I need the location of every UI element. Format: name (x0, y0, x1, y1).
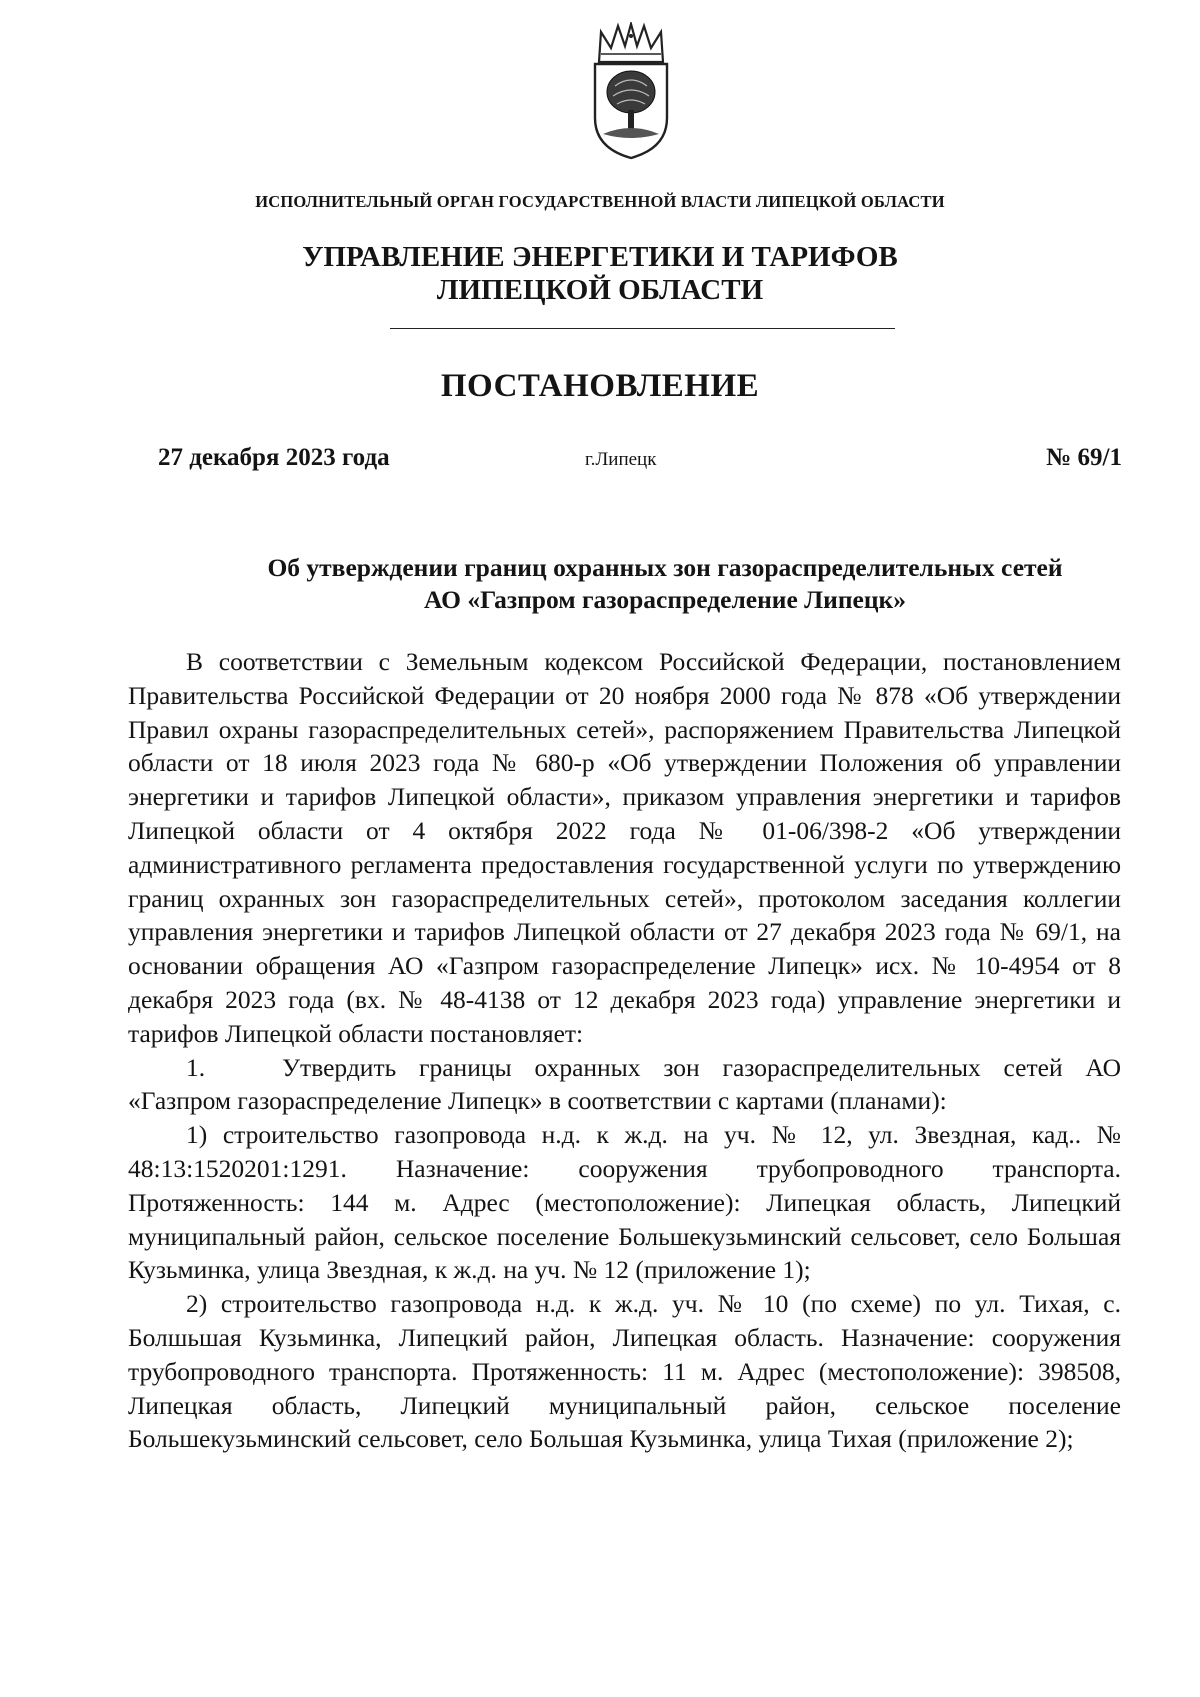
header-divider (390, 328, 895, 329)
coat-of-arms-emblem (585, 22, 677, 162)
agency-title (0, 241, 1200, 307)
item-1-paragraph (128, 1051, 1121, 1119)
document-date: 27 декабря 2023 года (158, 444, 390, 471)
item-1-number: 1. (186, 1052, 206, 1082)
document-subject (0, 552, 1200, 616)
subitem-2-paragraph: 2) строительство газопровода н.д. к ж.д. уч. № 10 (по схеме) по ул. Тихая, с. Болшьшая Кузьминка, Липецкий район, Липецкая область. Назначение: сооружения трубопроводного транспорта. Протяженность: 11 м. Адрес (местоположение): 398508, Липецкая область, Липецкий муниципальный район, сельское поселение Большекузьминский сельсовет, село Большая Кузьминка, улица Тихая (приложение 2); (128, 1289, 1121, 1454)
document-number: № 69/1 (1046, 444, 1122, 471)
coat-of-arms-icon (585, 22, 677, 162)
subject-line2: АО «Газпром газораспределение Липецк» (423, 585, 906, 614)
agency-title-line2: ЛИПЕЦКОЙ ОБЛАСТИ (436, 274, 764, 306)
document-body (128, 645, 1121, 1456)
authority-name: ИСПОЛНИТЕЛЬНЫЙ ОРГАН ГОСУДАРСТВЕННОЙ ВЛАСТИ ЛИПЕЦКОЙ ОБЛАСТИ (255, 192, 945, 211)
subject-line1: Об утверждении границ охранных зон газораспределительных сетей (267, 553, 1063, 582)
document-city: г.Липецк (585, 449, 657, 470)
agency-title-line1: УПРАВЛЕНИЕ ЭНЕРГЕТИКИ И ТАРИФОВ (302, 241, 898, 273)
document-type: ПОСТАНОВЛЕНИЕ (440, 368, 760, 404)
item-1-text: Утвердить границы охранных зон газораспределительных сетей АО «Газпром газораспределение Липецк» в соответствии с картами (планами): (128, 1052, 1121, 1116)
subitem-1-paragraph: 1) строительство газопровода н.д. к ж.д. на уч. № 12, ул. Звездная, кад.. № 48:13:1520201:1291. Назначение: сооружения трубопроводного транспорта. Протяженность: 144 м. Адрес (местоположение): Липецкая область, Липецкий муниципальный район, сельское поселение Большекузьминский сельсовет, село Большая Кузьминка, улица Звездная, к ж.д. на уч. № 12 (приложение 1); (128, 1120, 1121, 1285)
preamble-paragraph: В соответствии с Земельным кодексом Российской Федерации, постановлением Правительства Российской Федерации от 20 ноября 2000 года № 878 «Об утверждении Правил охраны газораспределительных сетей», распоряжением Правительства Липецкой области от 18 июля 2023 года № 680-р «Об утверждении Положения об управлении энергетики и тарифов Липецкой области», приказом управления энергетики и тарифов Липецкой области от 4 октября 2022 года № 01-06/398-2 «Об утверждении административного регламента предоставления государственной услуги по утверждению границ охранных зон газораспределительных сетей», протоколом заседания коллегии управления энергетики и тарифов Липецкой области от 27 декабря 2023 года № 69/1, на основании обращения АО «Газпром газораспределение Липецк» исх. № 10-4954 от 8 декабря 2023 года (вх. № 48-4138 от 12 декабря 2023 года) управление энергетики и тарифов Липецкой области постановляет: (128, 647, 1121, 1048)
